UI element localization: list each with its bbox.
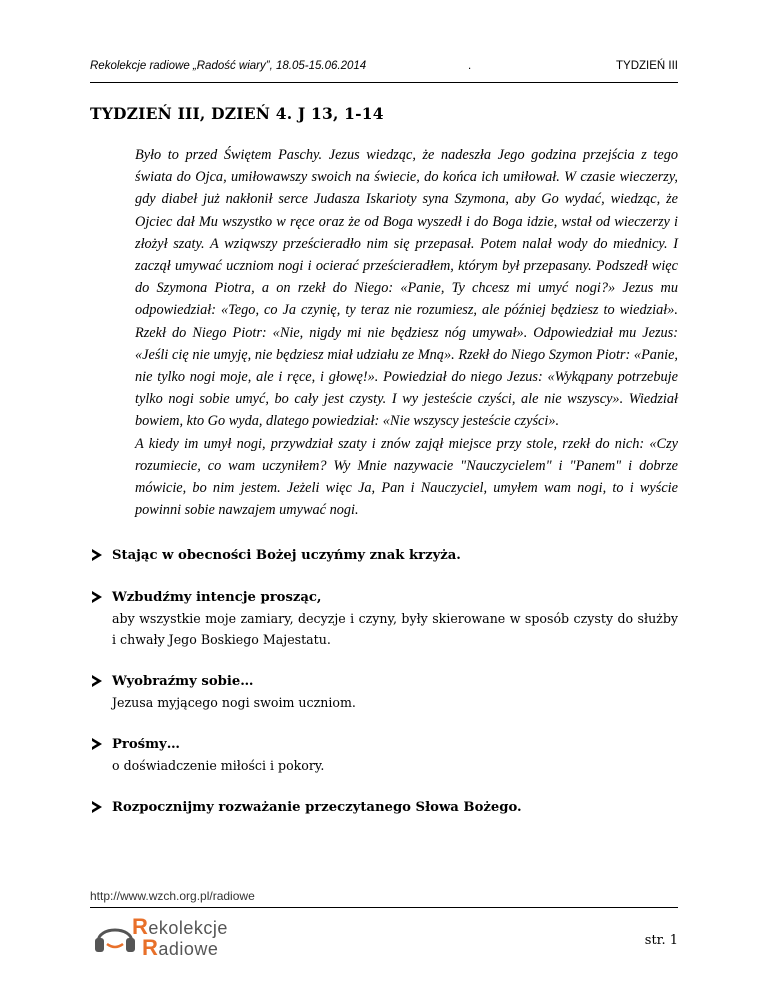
logo-word-rekolekcje: Rekolekcje xyxy=(132,914,228,939)
logo-word-radiowe: Radiowe xyxy=(142,935,219,960)
point-description: Jezusa myjącego nogi swoim uczniom. xyxy=(112,695,356,710)
point-description: o doświadczenie miłości i pokory. xyxy=(112,758,325,773)
point-title: Wyobraźmy sobie… xyxy=(112,674,254,689)
arrow-bullet-icon xyxy=(92,591,102,603)
scripture-passage xyxy=(135,144,678,521)
scripture-paragraph-1: Było to przed Świętem Paschy. Jezus wiedząc, że nadeszła Jego godzina przejścia z tego świata do Ojca, umiłowawszy swoich na świecie, do końca ich umiłował. W czasie wieczerzy, gdy diabeł już nakłonił serce Judasza Iskarioty syna Szymona, aby Go wydać, wiedząc, że Ojciec dał Mu wszystko w ręce oraz że od Boga wyszedł i do Boga idzie, wstał od wieczerzy i złożył szaty. A wziąwszy prześcieradło nim się przepasał. Potem nalał wody do miednicy. I zaczął umywać uczniom nogi i ocierać prześcieradłem, którym był przepasany. Podszedł więc do Szymona Piotra, a on rzekł do Niego: «Panie, Ty chcesz mi umyć nogi?» Jezus mu odpowiedział: «Tego, co Ja czynię, ty teraz nie rozumiesz, ale później będziesz to wiedział». Rzekł do Niego Piotr: «Nie, nigdy mi nie będziesz nóg umywał». Odpowiedział mu Jezus: «Jeśli cię nie umyję, nie będziesz miał udziału ze Mną». Rzekł do Niego Szymon Piotr: «Panie, nie tylko nogi moje, ale i ręce, i głowę!». Powiedział do niego Jezus: «Wykąpany potrzebuje tylko nogi sobie umyć, bo cały jest czysty. I wy jesteście czyści, ale nie wszyscy». Wiedział bowiem, kto Go wyda, dlatego powiedział: «Nie wszyscy jesteście czyści». xyxy=(135,147,678,430)
rekolekcje-radiowe-logo xyxy=(92,912,252,960)
point-title: Prośmy… xyxy=(112,737,180,752)
header-right-text: TYDZIEŃ III xyxy=(616,60,678,72)
arrow-bullet-icon xyxy=(92,549,102,561)
point-title: Stając w obecności Bożej uczyńmy znak krzyża. xyxy=(112,548,461,563)
point-intention xyxy=(90,588,678,650)
arrow-bullet-icon xyxy=(92,801,102,813)
point-ask xyxy=(90,735,678,776)
point-begin-meditation xyxy=(90,798,678,818)
page-number: str. 1 xyxy=(644,933,678,948)
point-title: Rozpocznijmy rozważanie przeczytanego Słowa Bożego. xyxy=(112,800,522,815)
point-sign-of-cross xyxy=(90,546,678,566)
arrow-bullet-icon xyxy=(92,675,102,687)
point-description: aby wszystkie moje zamiary, decyzje i czyny, były skierowane w sposób czysty do służby i chwały Jego Boskiego Majestatu. xyxy=(112,611,678,647)
meditation-points xyxy=(90,546,678,840)
point-imagine xyxy=(90,672,678,713)
header-left-text: Rekolekcje radiowe „Radość wiary”, 18.05-15.06.2014 xyxy=(90,60,367,72)
footer-divider xyxy=(90,907,678,908)
page-header xyxy=(90,50,678,83)
point-title: Wzbudźmy intencje prosząc, xyxy=(112,590,322,605)
page-title: TYDZIEŃ III, DZIEŃ 4. J 13, 1-14 xyxy=(90,104,384,123)
footer-url-link[interactable]: http://www.wzch.org.pl/radiowe xyxy=(90,889,255,903)
header-middle-text: . xyxy=(468,60,472,72)
scripture-paragraph-2: A kiedy im umył nogi, przywdział szaty i znów zajął miejsce przy stole, rzekł do nich: «Czy rozumiecie, co wam uczyniłem? Wy Mnie nazywacie "Nauczycielem" i "Panem" i dobrze mówicie, bo nim jestem. Jeżeli więc Ja, Pan i Nauczyciel, umyłem wam nogi, to i wyście powinni sobie nawzajem umywać nogi. xyxy=(135,435,678,519)
arrow-bullet-icon xyxy=(92,738,102,750)
